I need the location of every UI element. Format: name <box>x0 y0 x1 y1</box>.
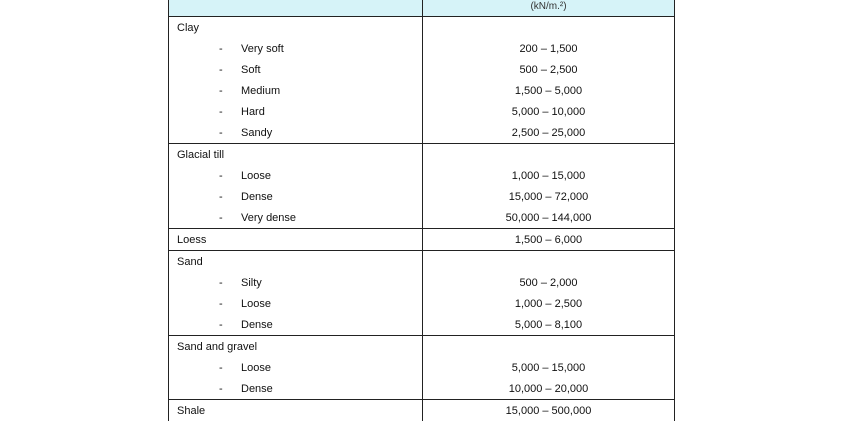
table-row <box>169 165 675 186</box>
soil-category: Sand <box>169 251 423 273</box>
soil-subtype-cell <box>169 357 423 378</box>
table-row <box>169 272 675 293</box>
table-row-category <box>169 251 675 273</box>
modulus-value: 1,500 – 5,000 <box>423 80 675 101</box>
table-row-category <box>169 400 675 421</box>
list-dash: - <box>219 319 223 331</box>
document-page <box>168 0 674 421</box>
modulus-value: 1,500 – 6,000 <box>423 229 675 251</box>
soil-category: Shale <box>169 400 423 421</box>
table-row-category <box>169 144 675 166</box>
modulus-value <box>423 336 675 358</box>
soil-subtype-cell <box>169 165 423 186</box>
table-row-category <box>169 17 675 39</box>
soil-subtype: Dense <box>241 383 273 395</box>
list-dash: - <box>219 64 223 76</box>
modulus-value: 1,000 – 2,500 <box>423 293 675 314</box>
list-dash: - <box>219 362 223 374</box>
soil-category: Clay <box>169 17 423 39</box>
soil-subtype-cell <box>169 314 423 336</box>
list-dash: - <box>219 106 223 118</box>
modulus-value: 15,000 – 500,000 <box>423 400 675 421</box>
list-dash: - <box>219 85 223 97</box>
soil-subtype: Loose <box>241 362 271 374</box>
soil-subtype: Silty <box>241 277 262 289</box>
soil-subtype-cell <box>169 272 423 293</box>
soil-subtype: Very soft <box>241 43 284 55</box>
soil-subtype-cell <box>169 293 423 314</box>
modulus-value: 1,000 – 15,000 <box>423 165 675 186</box>
soil-subtype: Hard <box>241 106 265 118</box>
table-row <box>169 186 675 207</box>
soil-category: Glacial till <box>169 144 423 166</box>
header-soil-type <box>169 0 423 17</box>
modulus-value: 50,000 – 144,000 <box>423 207 675 229</box>
modulus-value <box>423 17 675 39</box>
soil-subtype-cell <box>169 122 423 144</box>
list-dash: - <box>219 43 223 55</box>
modulus-value: 2,500 – 25,000 <box>423 122 675 144</box>
modulus-value: 5,000 – 10,000 <box>423 101 675 122</box>
table-row <box>169 207 675 229</box>
soil-subtype: Loose <box>241 298 271 310</box>
list-dash: - <box>219 298 223 310</box>
soil-subtype: Medium <box>241 85 280 97</box>
soil-modulus-table <box>168 0 675 421</box>
header-unit: (kN/m.²) <box>423 0 675 17</box>
table-row <box>169 357 675 378</box>
soil-subtype: Loose <box>241 170 271 182</box>
table-row <box>169 59 675 80</box>
table-row <box>169 101 675 122</box>
modulus-value <box>423 144 675 166</box>
modulus-value: 5,000 – 8,100 <box>423 314 675 336</box>
table-row <box>169 38 675 59</box>
soil-subtype-cell <box>169 186 423 207</box>
soil-subtype-cell <box>169 378 423 400</box>
soil-subtype: Sandy <box>241 127 272 139</box>
list-dash: - <box>219 383 223 395</box>
list-dash: - <box>219 277 223 289</box>
modulus-value: 500 – 2,000 <box>423 272 675 293</box>
modulus-value <box>423 251 675 273</box>
table-row <box>169 314 675 336</box>
modulus-value: 500 – 2,500 <box>423 59 675 80</box>
modulus-value: 15,000 – 72,000 <box>423 186 675 207</box>
modulus-value: 200 – 1,500 <box>423 38 675 59</box>
table-row <box>169 378 675 400</box>
soil-subtype-cell <box>169 101 423 122</box>
soil-category: Sand and gravel <box>169 336 423 358</box>
list-dash: - <box>219 191 223 203</box>
soil-category: Loess <box>169 229 423 251</box>
soil-subtype: Soft <box>241 64 261 76</box>
list-dash: - <box>219 212 223 224</box>
soil-subtype-cell <box>169 59 423 80</box>
soil-subtype: Dense <box>241 319 273 331</box>
list-dash: - <box>219 170 223 182</box>
table-header-row <box>169 0 675 17</box>
modulus-value: 10,000 – 20,000 <box>423 378 675 400</box>
table-row-category <box>169 336 675 358</box>
soil-subtype-cell <box>169 38 423 59</box>
table-row <box>169 122 675 144</box>
table-body <box>169 17 675 421</box>
table-row-category <box>169 229 675 251</box>
list-dash: - <box>219 127 223 139</box>
modulus-value: 5,000 – 15,000 <box>423 357 675 378</box>
table-row <box>169 293 675 314</box>
soil-subtype-cell <box>169 80 423 101</box>
soil-subtype-cell <box>169 207 423 229</box>
table-row <box>169 80 675 101</box>
soil-subtype: Dense <box>241 191 273 203</box>
soil-subtype: Very dense <box>241 212 296 224</box>
